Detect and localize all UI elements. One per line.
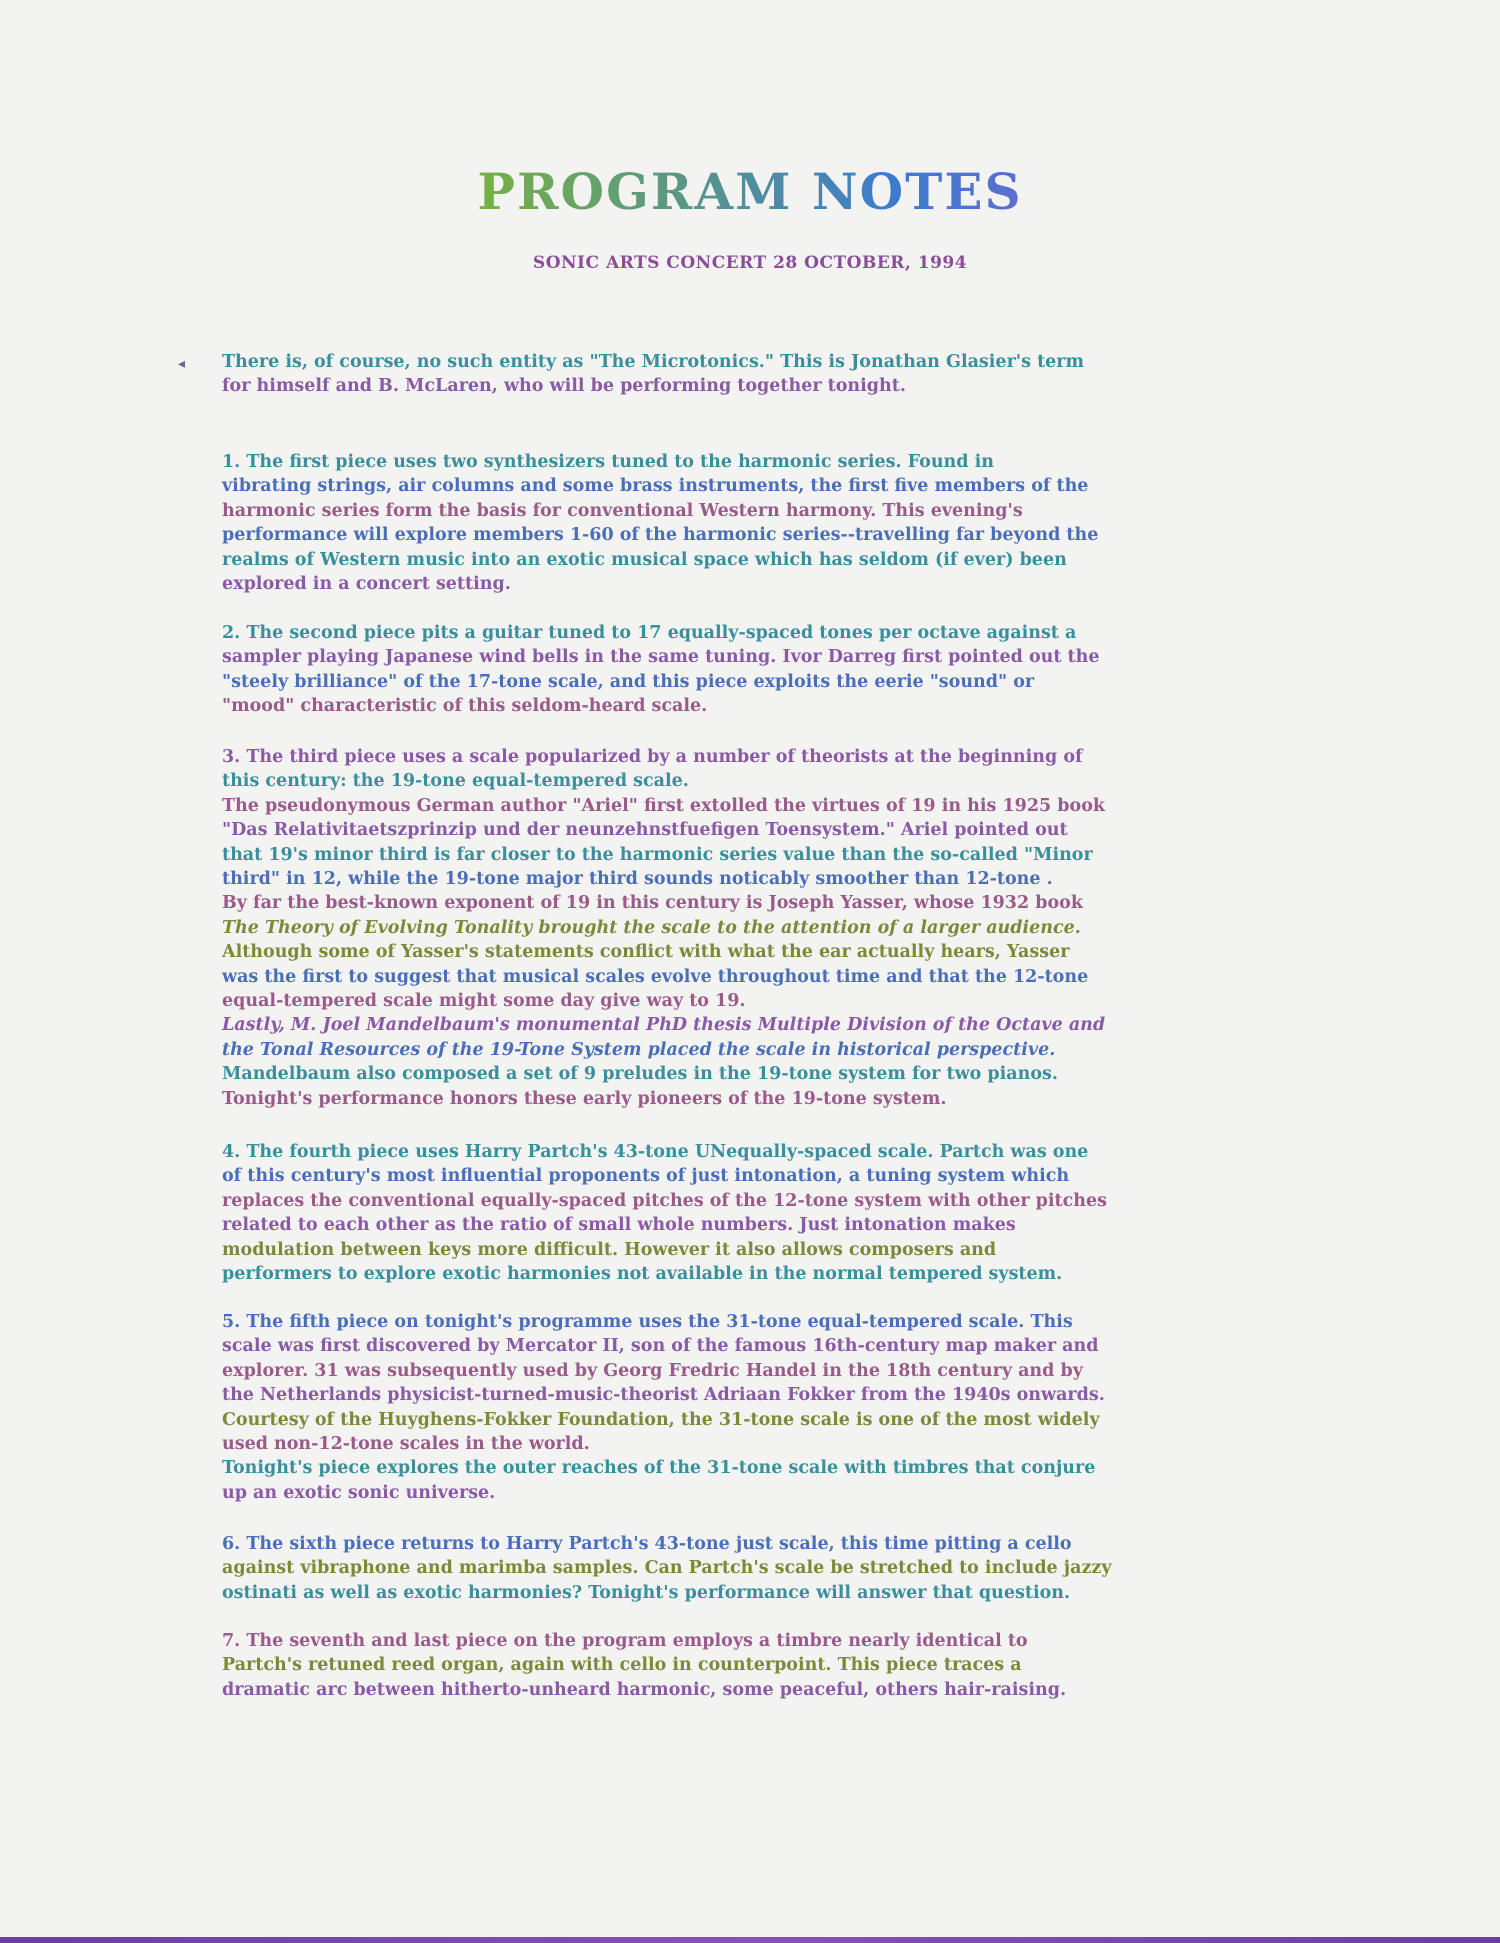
text-line: that 19's minor third is far closer to the harmonic series value than the so-called "Minor [222, 844, 1093, 865]
text-line: Tonight's performance honors these early pioneers of the 19-tone system. [222, 1088, 947, 1109]
note-5 [222, 1310, 1292, 1505]
text-line: replaces the conventional equally-spaced pitches of the 12-tone system with other pitches [222, 1190, 1107, 1211]
text-line: By far the best-known exponent of 19 in this century is Joseph Yasser, whose 1932 book [222, 893, 1083, 914]
text-line: up an exotic sonic universe. [222, 1482, 496, 1503]
text-line: the Netherlands physicist-turned-music-theorist Adriaan Fokker from the 1940s onwards. [222, 1385, 1105, 1406]
text-line: 4. The fourth piece uses Harry Partch's 43-tone UNequally-spaced scale. Partch was one [222, 1142, 1089, 1162]
text-line: dramatic arc between hitherto-unheard harmonic, some peaceful, others hair-raising. [222, 1679, 1067, 1700]
text-line: Partch's retuned reed organ, again with cello in counterpoint. This piece traces a [222, 1655, 1022, 1676]
text-line: Tonight's piece explores the outer reaches of the 31-tone scale with timbres that conjure [222, 1458, 1096, 1479]
text-line: explorer. 31 was subsequently used by Georg Fredric Handel in the 18th century and by [222, 1360, 1083, 1381]
page-title: PROGRAM NOTES [0, 162, 1500, 221]
note-6 [222, 1532, 1292, 1605]
text-line: ostinati as well as exotic harmonies? Tonight's performance will answer that question. [222, 1582, 1071, 1603]
margin-mark: ◂ [178, 356, 186, 372]
text-line: 7. The seventh and last piece on the program employs a timbre nearly identical to [222, 1631, 1028, 1651]
text-line: used non-12-tone scales in the world. [222, 1434, 590, 1455]
text-line: The Theory of Evolving Tonality brought the scale to the attention of a larger audience. [222, 917, 1081, 938]
text-line: equal-tempered scale might some day give way to 19. [222, 991, 746, 1012]
text-line: 2. The second piece pits a guitar tuned to 17 equally-spaced tones per octave against a [222, 623, 1077, 643]
note-3 [222, 745, 1292, 1111]
intro-paragraph [222, 350, 1292, 399]
text-line: the Tonal Resources of the 19-Tone System placed the scale in historical perspective. [222, 1039, 1056, 1060]
text-line: Although some of Yasser's statements conflict with what the ear actually hears, Yasser [222, 942, 1070, 963]
text-line: against vibraphone and marimba samples. Can Partch's scale be stretched to include jazzy [222, 1558, 1112, 1579]
text-line: "mood" characteristic of this seldom-heard scale. [222, 696, 708, 717]
text-line: harmonic series form the basis for conventional Western harmony. This evening's [222, 500, 1023, 521]
text-line: Lastly, M. Joel Mandelbaum's monumental PhD thesis Multiple Division of the Octave and [222, 1015, 1106, 1036]
text-line: "steely brilliance" of the 17-tone scale, and this piece exploits the eerie "sound" or [222, 671, 1035, 692]
text-line: 1. The first piece uses two synthesizers tuned to the harmonic series. Found in [222, 452, 994, 472]
bottom-edge-border [0, 1937, 1500, 1943]
note-2 [222, 621, 1292, 719]
text-line: modulation between keys more difficult. However it also allows composers and [222, 1239, 997, 1260]
text-line: performers to explore exotic harmonies not available in the normal tempered system. [222, 1264, 1063, 1285]
text-line: 3. The third piece uses a scale popularized by a number of theorists at the beginning of [222, 747, 1083, 767]
note-7 [222, 1629, 1292, 1702]
text-line: for himself and B. McLaren, who will be performing together tonight. [222, 376, 906, 397]
text-line: "Das Relativitaetszprinzip und der neunzehnstfuefigen Toensystem." Ariel pointed out [222, 820, 1068, 841]
text-line: Mandelbaum also composed a set of 9 preludes in the 19-tone system for two pianos. [222, 1064, 1058, 1085]
text-line: sampler playing Japanese wind bells in the same tuning. Ivor Darreg first pointed out the [222, 647, 1100, 668]
note-1 [222, 450, 1292, 596]
text-line: related to each other as the ratio of small whole numbers. Just intonation makes [222, 1215, 1016, 1236]
text-line: scale was first discovered by Mercator II, son of the famous 16th-century map maker and [222, 1336, 1099, 1357]
text-line: explored in a concert setting. [222, 574, 511, 595]
text-line: this century: the 19-tone equal-tempered scale. [222, 771, 689, 792]
text-line: was the first to suggest that musical scales evolve throughout time and that the 12-tone [222, 966, 1089, 987]
text-line: 5. The fifth piece on tonight's programme uses the 31-tone equal-tempered scale. This [222, 1312, 1073, 1332]
text-line: The pseudonymous German author "Ariel" first extolled the virtues of 19 in his 1925 book [222, 795, 1105, 816]
text-line: performance will explore members 1-60 of the harmonic series--travelling far beyond the [222, 525, 1099, 546]
text-line: third" in 12, while the 19-tone major third sounds noticably smoother than 12-tone . [222, 869, 1053, 890]
note-4 [222, 1140, 1292, 1286]
text-line: There is, of course, no such entity as "The Microtonics." This is Jonathan Glasier's term [222, 352, 1085, 372]
text-line: vibrating strings, air columns and some brass instruments, the first five members of the [222, 476, 1089, 497]
text-line: realms of Western music into an exotic musical space which has seldom (if ever) been [222, 549, 1067, 570]
text-line: Courtesy of the Huyghens-Fokker Foundation, the 31-tone scale is one of the most widely [222, 1409, 1100, 1430]
page-subtitle: SONIC ARTS CONCERT 28 OCTOBER, 1994 [532, 253, 968, 273]
text-line: of this century's most influential proponents of just intonation, a tuning system which [222, 1166, 1070, 1187]
text-line: 6. The sixth piece returns to Harry Partch's 43-tone just scale, this time pitting a cello [222, 1534, 1072, 1554]
